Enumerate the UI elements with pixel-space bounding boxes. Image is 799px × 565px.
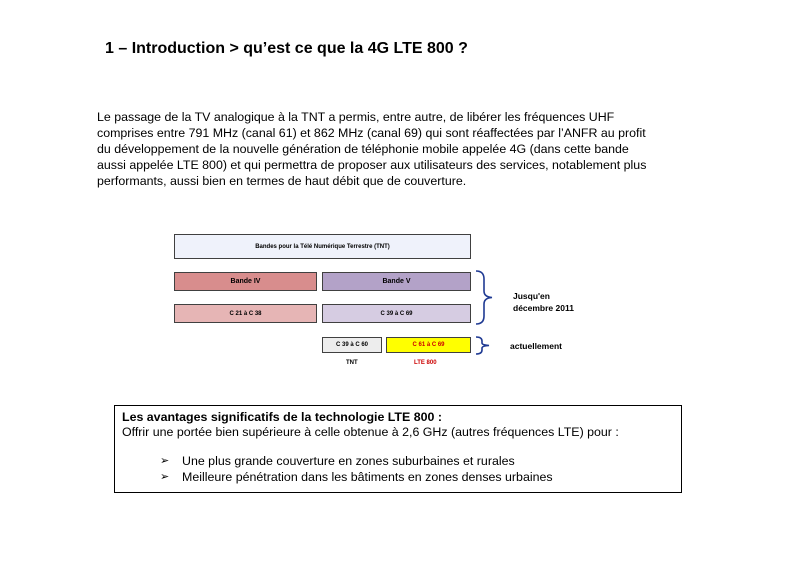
until-line-2: décembre 2011: [513, 303, 574, 313]
arrow-bullet-icon: ➢: [160, 455, 170, 467]
advantages-list: [122, 453, 674, 485]
intro-line: du développement de la nouvelle génération de téléphonie mobile appelée 4G (dans cette bande: [97, 142, 629, 156]
channels-21-38-box: C 21 à C 38: [174, 304, 317, 323]
intro-line: aussi appelée LTE 800) et qui permettra de proposer aux utilisateurs des services, notablement plus: [97, 158, 647, 172]
channels-39-60-box: C 39 à C 60: [322, 337, 382, 353]
until-december-2011-label: [513, 290, 574, 314]
page-title: 1 – Introduction > qu’est ce que la 4G LTE 800 ?: [105, 40, 468, 57]
intro-line: comprises entre 791 MHz (canal 61) et 862 MHz (canal 69) qui sont réaffectées par l’ANFR au profit: [97, 126, 646, 140]
tnt-label: TNT: [346, 360, 358, 366]
intro-paragraph: [97, 109, 692, 189]
advantage-text: Meilleure pénétration dans les bâtiments en zones denses urbaines: [182, 470, 553, 484]
brace-currently-icon: [474, 335, 496, 356]
advantages-intro: Offrir une portée bien supérieure à celle obtenue à 2,6 GHz (autres fréquences LTE) pour :: [122, 425, 619, 439]
brace-until-2011-icon: [474, 269, 498, 326]
tnt-bands-box: Bandes pour la Télé Numérique Terrestre (TNT): [174, 234, 471, 259]
list-item: [160, 453, 674, 469]
lte-800-label: LTE 800: [414, 360, 437, 366]
intro-line: performants, aussi bien en termes de haut débit que de couverture.: [97, 174, 467, 188]
advantages-title: Les avantages significatifs de la technologie LTE 800 :: [122, 410, 442, 424]
advantages-box: [114, 405, 682, 493]
intro-line: Le passage de la TV analogique à la TNT a permis, entre autre, de libérer les fréquences UHF: [97, 110, 615, 124]
currently-label: actuellement: [510, 341, 562, 351]
channels-61-69-box: C 61 à C 69: [386, 337, 471, 353]
list-item: [160, 469, 674, 485]
advantage-text: Une plus grande couverture en zones suburbaines et rurales: [182, 454, 515, 468]
channels-39-69-box: C 39 à C 69: [322, 304, 471, 323]
arrow-bullet-icon: ➢: [160, 471, 170, 483]
band-iv-box: Bande IV: [174, 272, 317, 291]
band-v-box: Bande V: [322, 272, 471, 291]
until-line-1: Jusqu'en: [513, 291, 550, 301]
